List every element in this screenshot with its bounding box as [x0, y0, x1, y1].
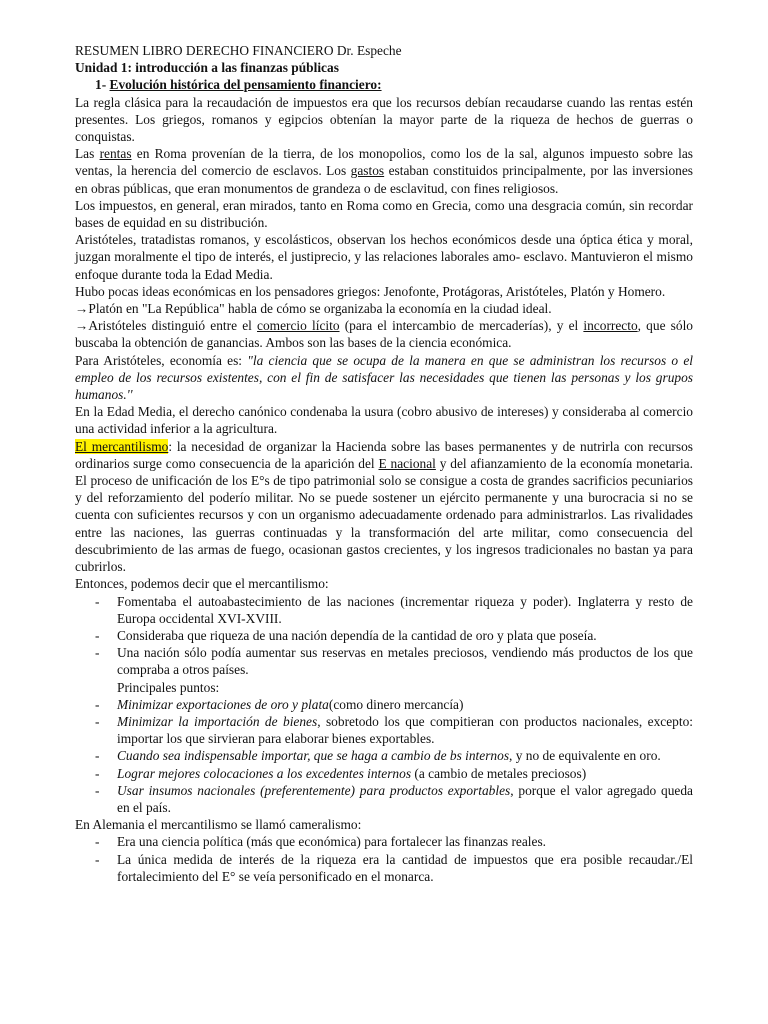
paragraph-recaudacion: La regla clásica para la recaudación de impuestos era que los recursos debían recaudarse cuando las rentas estén presentes. Los griegos, romanos y egipcios obtenían la mayor parte de la riqueza de hechos de guerras o conquistas.	[75, 94, 693, 145]
list-item: - Cuando sea indispensable importar, que se haga a cambio de bs internos, y no de equivalente en oro.	[95, 748, 661, 764]
term-incorrecto: incorrecto	[583, 318, 638, 334]
list-item: - Era una ciencia política (más que económica) para fortalecer las finanzas reales.	[95, 834, 547, 850]
dash-bullet: -	[95, 696, 100, 712]
term-rentas: rentas	[99, 146, 132, 162]
paragraph-pensadores-griegos: Hubo pocas ideas económicas en los pensadores griegos: Jenofonte, Protágoras, Aristóteles, Platón y Homero.	[75, 283, 666, 299]
paragraph-aristoteles-etica: Aristóteles, tratadistas romanos, y escolásticos, observan los hechos económicos desde una óptica ética y moral, juzgan moralmente el tipo de interés, el justiprecio, y las relaciones laborales amo- esclavo. Mantuvieron el mismo enfoque durante toda la Edad Media.	[75, 232, 693, 282]
term-gastos: gastos	[350, 163, 385, 179]
highlight-mercantilismo: El mercantilismo	[75, 438, 169, 454]
paragraph-aristoteles-comercio: →Aristóteles distinguió entre el comercio lícito (para el intercambio de mercaderías), y el incorrecto, que sólo buscaba la obtención de ganancias. Ambos son las bases de la ciencia económica.	[75, 318, 693, 351]
dash-bullet: -	[95, 713, 100, 729]
dash-bullet: -	[95, 765, 100, 781]
term-comercio-licito: comercio lícito	[257, 318, 340, 334]
paragraph-platon: →Platón en "La República" habla de cómo se organizaba la economía en la ciudad ideal.	[75, 301, 552, 317]
paragraph-definicion-economia: Para Aristóteles, economía es: "la ciencia que se ocupa de la manera en que se administran los recursos o el empleo de los recursos existentes, con el fin de satisfacer las necesidades que tienen las personas y los grupos humanos.''	[75, 352, 693, 403]
dash-bullet: -	[95, 593, 100, 609]
document-page	[75, 42, 693, 885]
list-item: - Consideraba que riqueza de una nación dependía de la cantidad de oro y plata que poseía.	[95, 627, 597, 643]
dash-bullet: -	[95, 782, 100, 798]
list-item: - Fomentaba el autoabastecimiento de las naciones (incrementar riqueza y poder). Inglaterra y resto de Europa occidental XVI-XVIII.	[95, 593, 693, 626]
document-title: RESUMEN LIBRO DERECHO FINANCIERO Dr. Espeche	[75, 43, 402, 58]
list-cameralismo	[75, 833, 693, 885]
principales-puntos-heading: Principales puntos:	[117, 679, 220, 695]
dash-bullet: -	[95, 748, 100, 764]
paragraph-impuestos: Los impuestos, en general, eran mirados, tanto en Roma como en Grecia, como una desgracia común, sin recordar bases de equidad en su distribución.	[75, 197, 693, 231]
list-item: - Usar insumos nacionales (preferentemente) para productos exportables, porque el valor agregado queda en el país.	[95, 782, 693, 815]
term-e-nacional: E nacional	[378, 455, 436, 471]
list-item: - Minimizar la importación de bienes, sobretodo los que compitieran con productos nacionales, excepto: importar los que sirvieran para elaborar bienes exportables.	[95, 713, 693, 747]
list-mercantilismo	[75, 593, 693, 679]
quote-economia: "la ciencia que se ocupa de la manera en que se administran los recursos o el empleo de los recursos existentes, con el fin de satisfacer las necesidades que tienen las personas y los grupos humanos.''	[75, 352, 693, 403]
dash-bullet: -	[95, 834, 100, 850]
paragraph-entonces: Entonces, podemos decir que el mercantilismo:	[75, 576, 329, 592]
section-number: 1-	[95, 77, 107, 93]
list-item: - Lograr mejores colocaciones a los excedentes internos (a cambio de metales preciosos)	[95, 765, 587, 781]
dash-bullet: -	[95, 627, 100, 643]
list-principales-puntos	[75, 696, 693, 816]
unit-heading: Unidad 1: introducción a las finanzas públicas	[75, 60, 339, 76]
section-title: Evolución histórica del pensamiento financiero:	[109, 77, 382, 93]
dash-bullet: -	[95, 851, 100, 867]
paragraph-mercantilismo: El mercantilismo: la necesidad de organizar la Hacienda sobre las bases permanentes y de nutrirla con recursos ordinarios surge como consecuencia de la aparición del E nacional y del afianzamiento de la economía monetaria. El proceso de unificación de los E°s de tipo patrimonial solo se consigue a costa de grandes sacrificios pecuniarios y del reforzamiento del poderío militar. No se puede sostener un ejército permanente y una burocracia si no se cuenta con suficientes recursos y con un organismo adecuadamente ordenado para administrarlos. Las rivalidades entre las naciones, las guerras continuadas y la transformación del arte militar, como consecuencia del descubrimiento de las armas de fuego, ocasionan gastos crecientes, y los ingresos tradicionales no bastan ya para cubrirlos.	[75, 438, 693, 575]
paragraph-cameralismo: En Alemania el mercantilismo se llamó cameralismo:	[75, 817, 362, 833]
list-item: - Una nación sólo podía aumentar sus reservas en metales preciosos, vendiendo más productos de los que compraba a otros países.	[95, 645, 693, 678]
dash-bullet: -	[95, 645, 100, 661]
list-item: - Minimizar exportaciones de oro y plata(como dinero mercancía)	[95, 696, 464, 712]
section-heading	[75, 76, 693, 93]
paragraph-rentas-roma: Las rentas en Roma provenían de la tierra, de los monopolios, como los de la sal, algunos impuesto sobre las ventas, la herencia del comercio de esclavos. Los gastos estaban constituidos principalmente, por las inversiones en obras públicas, que eran monumentos de grandeza o de esclavitud, con fines religiosos.	[75, 146, 693, 196]
paragraph-edad-media: En la Edad Media, el derecho canónico condenaba la usura (cobro abusivo de intereses) y consideraba al comercio una actividad inferior a la agricultura.	[75, 404, 693, 437]
list-item: - La única medida de interés de la riqueza era la cantidad de impuestos que era posible recaudar./El fortalecimiento del E° se veía personificado en el monarca.	[95, 851, 693, 884]
